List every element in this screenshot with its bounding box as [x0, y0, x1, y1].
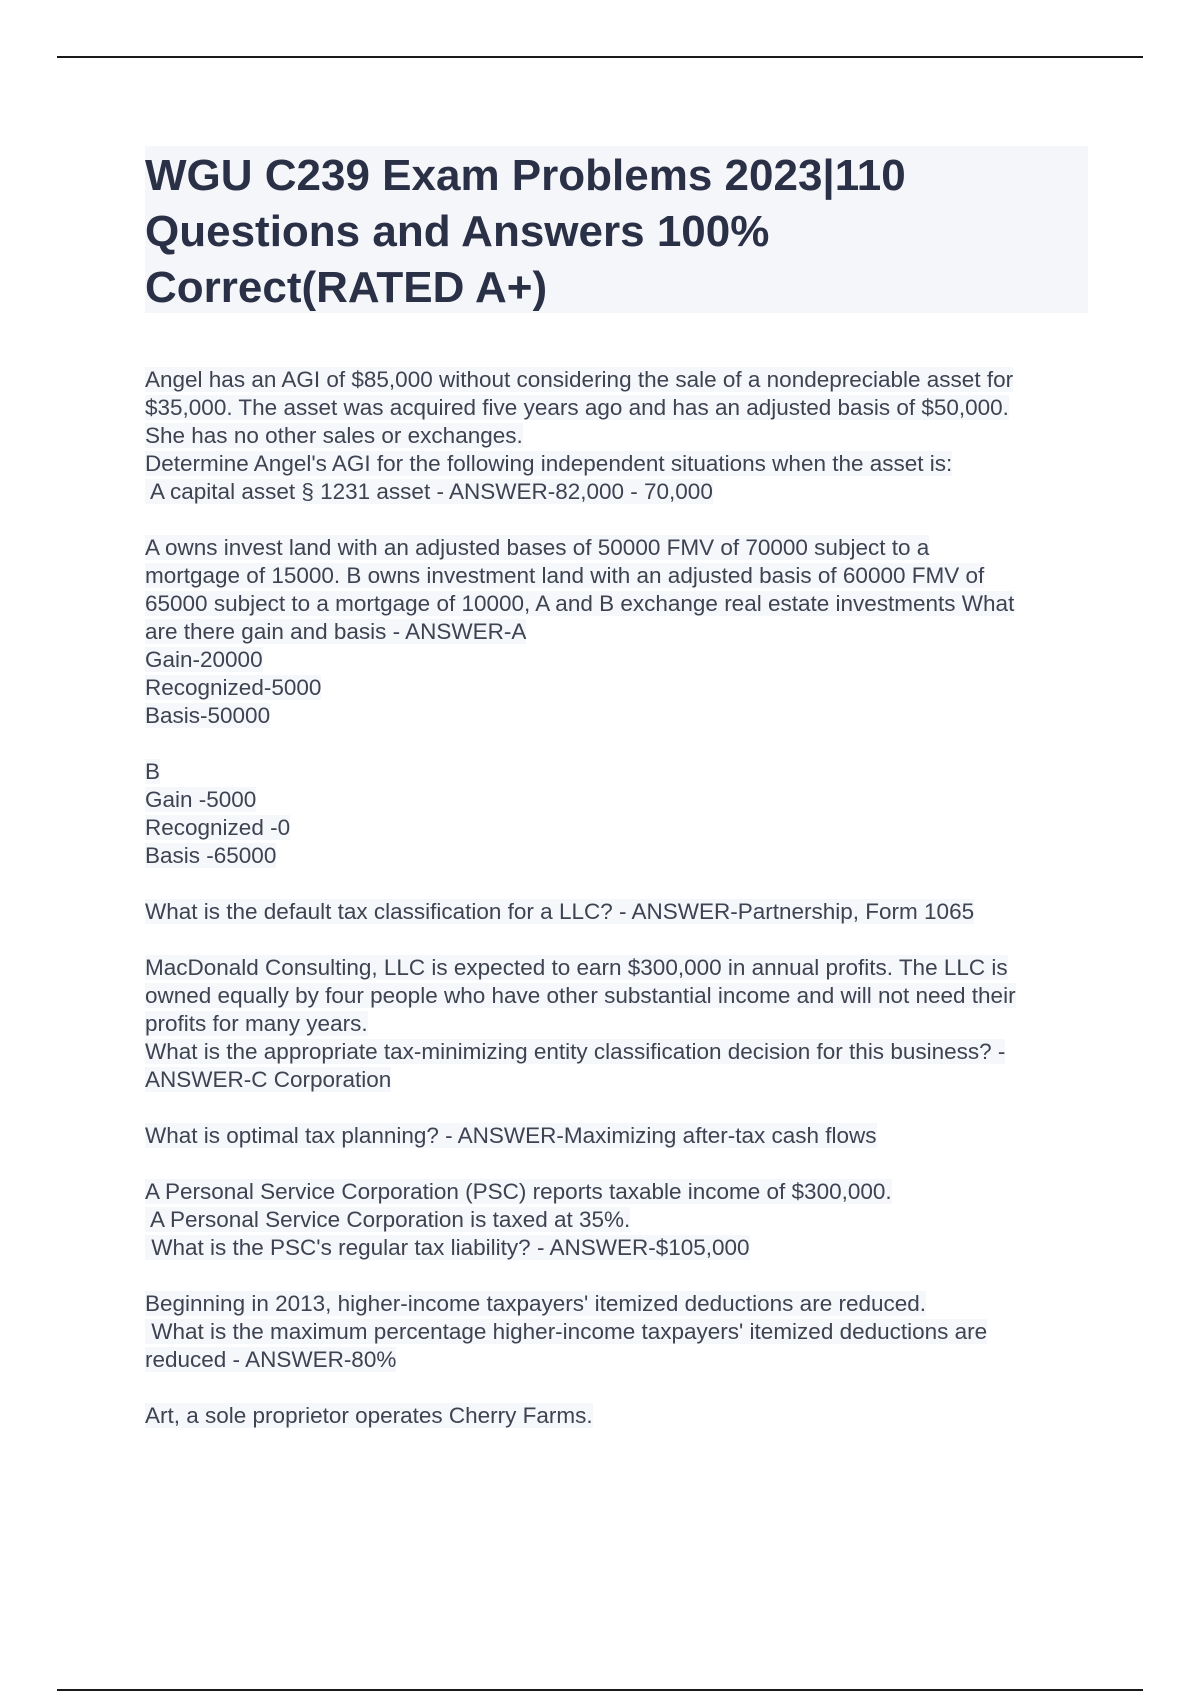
- paragraph-line: [145, 1290, 1085, 1318]
- paragraph-line: [145, 562, 1085, 590]
- paragraph-line-text: ANSWER-C Corporation: [145, 1067, 392, 1092]
- title-line: Correct(RATED A+): [145, 263, 548, 312]
- paragraph-line: [145, 366, 1085, 394]
- paragraph-line: [145, 702, 1085, 730]
- paragraph-line-text: owned equally by four people who have other substantial income and will not need their: [145, 983, 1016, 1008]
- paragraph-line-text: MacDonald Consulting, LLC is expected to earn $300,000 in annual profits. The LLC is: [145, 955, 1008, 980]
- paragraph-line-text: What is the appropriate tax-minimizing entity classification decision for this business? -: [145, 1039, 1006, 1064]
- paragraph-line-text: What is the PSC's regular tax liability? - ANSWER-$105,000: [145, 1235, 750, 1260]
- title-line: Questions and Answers 100%: [145, 207, 770, 256]
- paragraph-line: [145, 1038, 1085, 1066]
- paragraph-line: [145, 1206, 1085, 1234]
- paragraph-line: [145, 1122, 1085, 1150]
- qa-paragraph: [145, 898, 1085, 926]
- paragraph-line-text: A Personal Service Corporation is taxed at 35%.: [145, 1207, 631, 1232]
- paragraph-line-text: What is optimal tax planning? - ANSWER-Maximizing after-tax cash flows: [145, 1123, 877, 1148]
- paragraph-line: [145, 590, 1085, 618]
- paragraph-line: [145, 758, 1085, 786]
- paragraph-line-text: What is the maximum percentage higher-income taxpayers' itemized deductions are: [145, 1319, 988, 1344]
- paragraph-line: [145, 786, 1085, 814]
- paragraph-line: [145, 1318, 1085, 1346]
- paragraph-line: [145, 1402, 1085, 1430]
- paragraph-line: [145, 814, 1085, 842]
- paragraph-line: [145, 478, 1085, 506]
- paragraph-line: [145, 646, 1085, 674]
- footer-rule: [57, 1689, 1143, 1691]
- paragraph-line-text: Beginning in 2013, higher-income taxpayers' itemized deductions are reduced.: [145, 1291, 927, 1316]
- paragraph-line-text: Gain -5000: [145, 787, 257, 812]
- paragraph-line: [145, 1346, 1085, 1374]
- paragraph-line: [145, 1066, 1085, 1094]
- qa-paragraph: [145, 758, 1085, 870]
- paragraph-line: [145, 394, 1085, 422]
- qa-paragraph: [145, 1178, 1085, 1262]
- qa-paragraph: [145, 1402, 1085, 1430]
- paragraph-line: [145, 982, 1085, 1010]
- paragraph-line-text: are there gain and basis - ANSWER-A: [145, 619, 527, 644]
- paragraph-line-text: Basis -65000: [145, 843, 277, 868]
- paragraph-line-text: A owns invest land with an adjusted bases of 50000 FMV of 70000 subject to a: [145, 535, 930, 560]
- paragraph-line: [145, 1234, 1085, 1262]
- paragraph-line: [145, 1010, 1085, 1038]
- paragraph-line-text: mortgage of 15000. B owns investment land with an adjusted basis of 60000 FMV of: [145, 563, 985, 588]
- document-body: [145, 366, 1085, 1458]
- title-line: WGU C239 Exam Problems 2023|110: [145, 151, 906, 200]
- qa-paragraph: [145, 954, 1085, 1094]
- document-title: [145, 148, 1088, 316]
- paragraph-line-text: What is the default tax classification for a LLC? - ANSWER-Partnership, Form 1065: [145, 899, 975, 924]
- qa-paragraph: [145, 366, 1085, 506]
- paragraph-line-text: A capital asset § 1231 asset - ANSWER-82,000 - 70,000: [145, 479, 713, 504]
- paragraph-line: [145, 422, 1085, 450]
- paragraph-line-text: Gain-20000: [145, 647, 263, 672]
- paragraph-line-text: B: [145, 759, 161, 784]
- paragraph-line-text: reduced - ANSWER-80%: [145, 1347, 397, 1372]
- qa-paragraph: [145, 534, 1085, 730]
- qa-paragraph: [145, 1290, 1085, 1374]
- qa-paragraph: [145, 1122, 1085, 1150]
- paragraph-line: [145, 618, 1085, 646]
- paragraph-line: [145, 954, 1085, 982]
- paragraph-line: [145, 674, 1085, 702]
- paragraph-line-text: Recognized -0: [145, 815, 291, 840]
- paragraph-line-text: Recognized-5000: [145, 675, 322, 700]
- paragraph-line: [145, 842, 1085, 870]
- paragraph-line: [145, 534, 1085, 562]
- header-rule: [57, 56, 1143, 58]
- paragraph-line-text: A Personal Service Corporation (PSC) reports taxable income of $300,000.: [145, 1179, 892, 1204]
- paragraph-line: [145, 898, 1085, 926]
- paragraph-line: [145, 450, 1085, 478]
- paragraph-line: [145, 1178, 1085, 1206]
- paragraph-line-text: Basis-50000: [145, 703, 271, 728]
- paragraph-line-text: profits for many years.: [145, 1011, 368, 1036]
- paragraph-line-text: She has no other sales or exchanges.: [145, 423, 523, 448]
- paragraph-line-text: Art, a sole proprietor operates Cherry Farms.: [145, 1403, 593, 1428]
- paragraph-line-text: 65000 subject to a mortgage of 10000, A and B exchange real estate investments What: [145, 591, 1015, 616]
- paragraph-line-text: Angel has an AGI of $85,000 without considering the sale of a nondepreciable asset for: [145, 367, 1014, 392]
- paragraph-line-text: Determine Angel's AGI for the following independent situations when the asset is:: [145, 451, 953, 476]
- paragraph-line-text: $35,000. The asset was acquired five years ago and has an adjusted basis of $50,000.: [145, 395, 1009, 420]
